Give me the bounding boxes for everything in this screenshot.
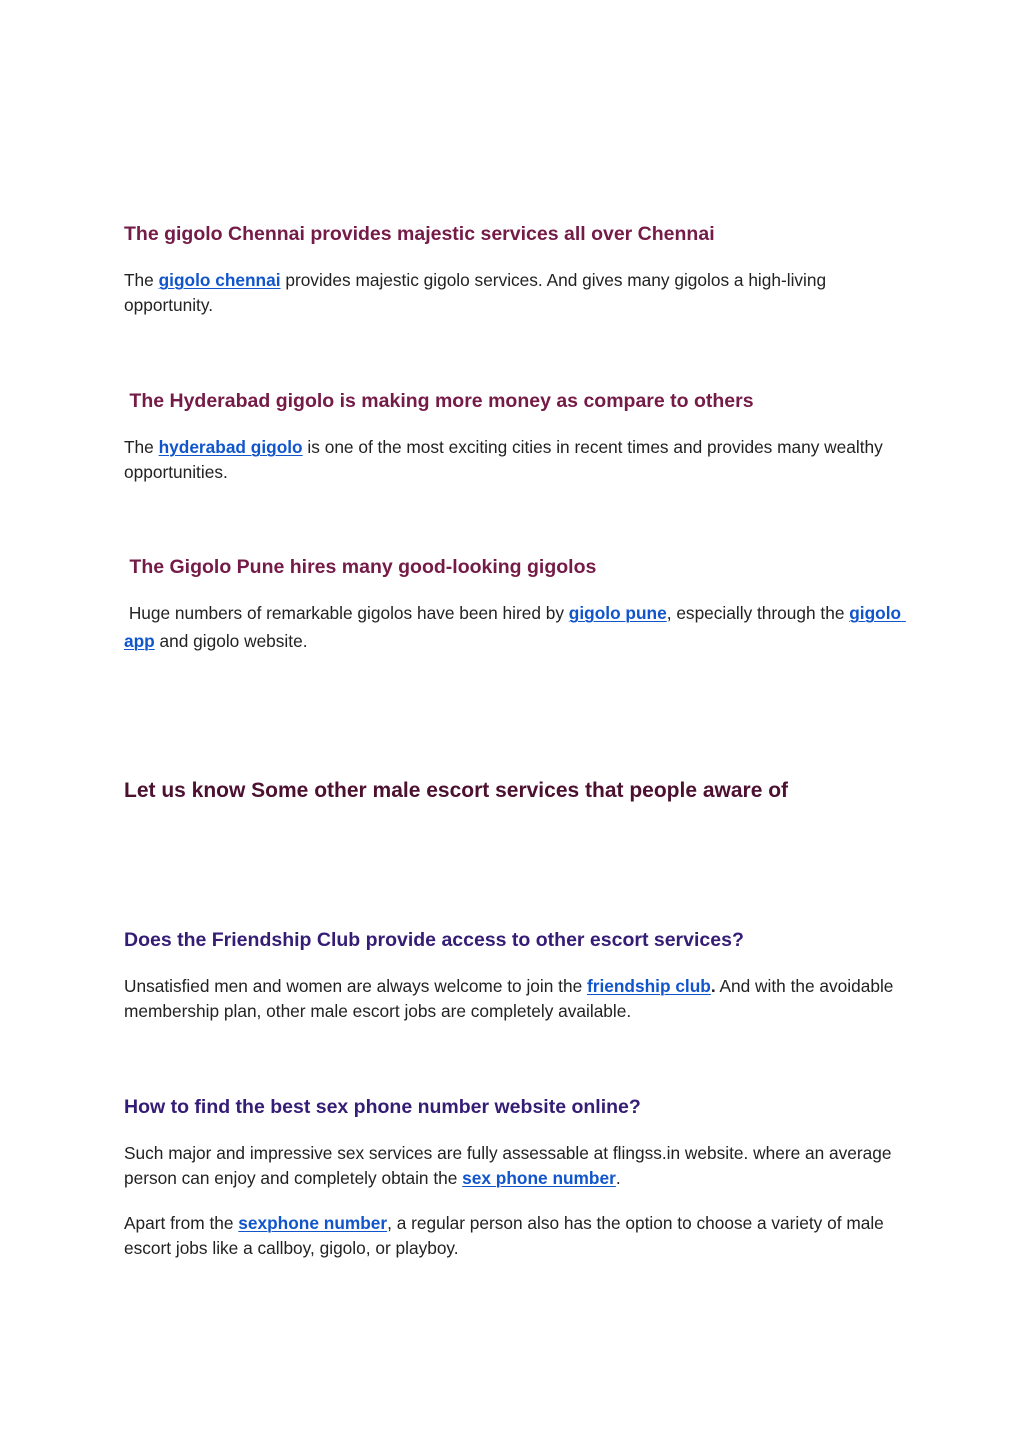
paragraph-text: Unsatisfied men and women are always welcome to join the xyxy=(124,976,587,996)
link-hyderabad-gigolo[interactable]: hyderabad gigolo xyxy=(158,437,303,457)
heading-other-services: Let us know Some other male escort services that people aware of xyxy=(124,779,789,802)
paragraph-text: provides majestic gigolo services. And gives many gigolos a high-living opportunity. xyxy=(124,270,827,315)
paragraph-chennai xyxy=(124,268,904,318)
paragraph-text: Such major and impressive sex services are fully assessable at flingss.in website. where an average person can enjoy and completely obtain the xyxy=(124,1143,892,1188)
paragraph-text: . xyxy=(710,976,716,996)
paragraph-text: The xyxy=(124,437,159,457)
paragraph-sex-phone-2 xyxy=(124,1211,904,1261)
heading-friendship-club: Does the Friendship Club provide access to other escort services? xyxy=(124,929,744,951)
paragraph-text: Huge numbers of remarkable gigolos have been hired by xyxy=(124,603,569,623)
paragraph-pune xyxy=(124,599,904,655)
heading-sex-phone: How to find the best sex phone number website online? xyxy=(124,1096,641,1118)
heading-hyderabad: The Hyderabad gigolo is making more money as compare to others xyxy=(124,390,754,412)
paragraph-text: . xyxy=(615,1168,621,1188)
paragraph-sex-phone-1 xyxy=(124,1141,904,1191)
paragraph-hyderabad xyxy=(124,435,904,485)
paragraph-text: and gigolo website. xyxy=(154,631,308,651)
paragraph-text: The xyxy=(124,270,159,290)
paragraph-text: , especially through the xyxy=(666,603,850,623)
link-gigolo-pune[interactable]: gigolo pune xyxy=(568,603,667,623)
paragraph-text: And with the avoidable membership plan, other male escort jobs are completely available. xyxy=(124,976,894,1021)
heading-chennai: The gigolo Chennai provides majestic services all over Chennai xyxy=(124,223,715,245)
paragraph-text: , a regular person also has the option to choose a variety of male escort jobs like a callboy, gigolo, or playboy. xyxy=(124,1213,884,1258)
link-gigolo-chennai[interactable]: gigolo chennai xyxy=(158,270,281,290)
link-sexphone-number[interactable]: sexphone number xyxy=(238,1213,388,1233)
link-gigolo-app[interactable]: gigolo app xyxy=(124,603,906,651)
paragraph-text: is one of the most exciting cities in recent times and provides many wealthy opportunities. xyxy=(124,437,883,482)
link-sex-phone-number[interactable]: sex phone number xyxy=(462,1168,616,1188)
heading-pune: The Gigolo Pune hires many good-looking gigolos xyxy=(124,556,597,578)
paragraph-text: Apart from the xyxy=(124,1213,239,1233)
paragraph-friendship-club xyxy=(124,974,904,1024)
link-friendship-club[interactable]: friendship club xyxy=(586,976,711,996)
